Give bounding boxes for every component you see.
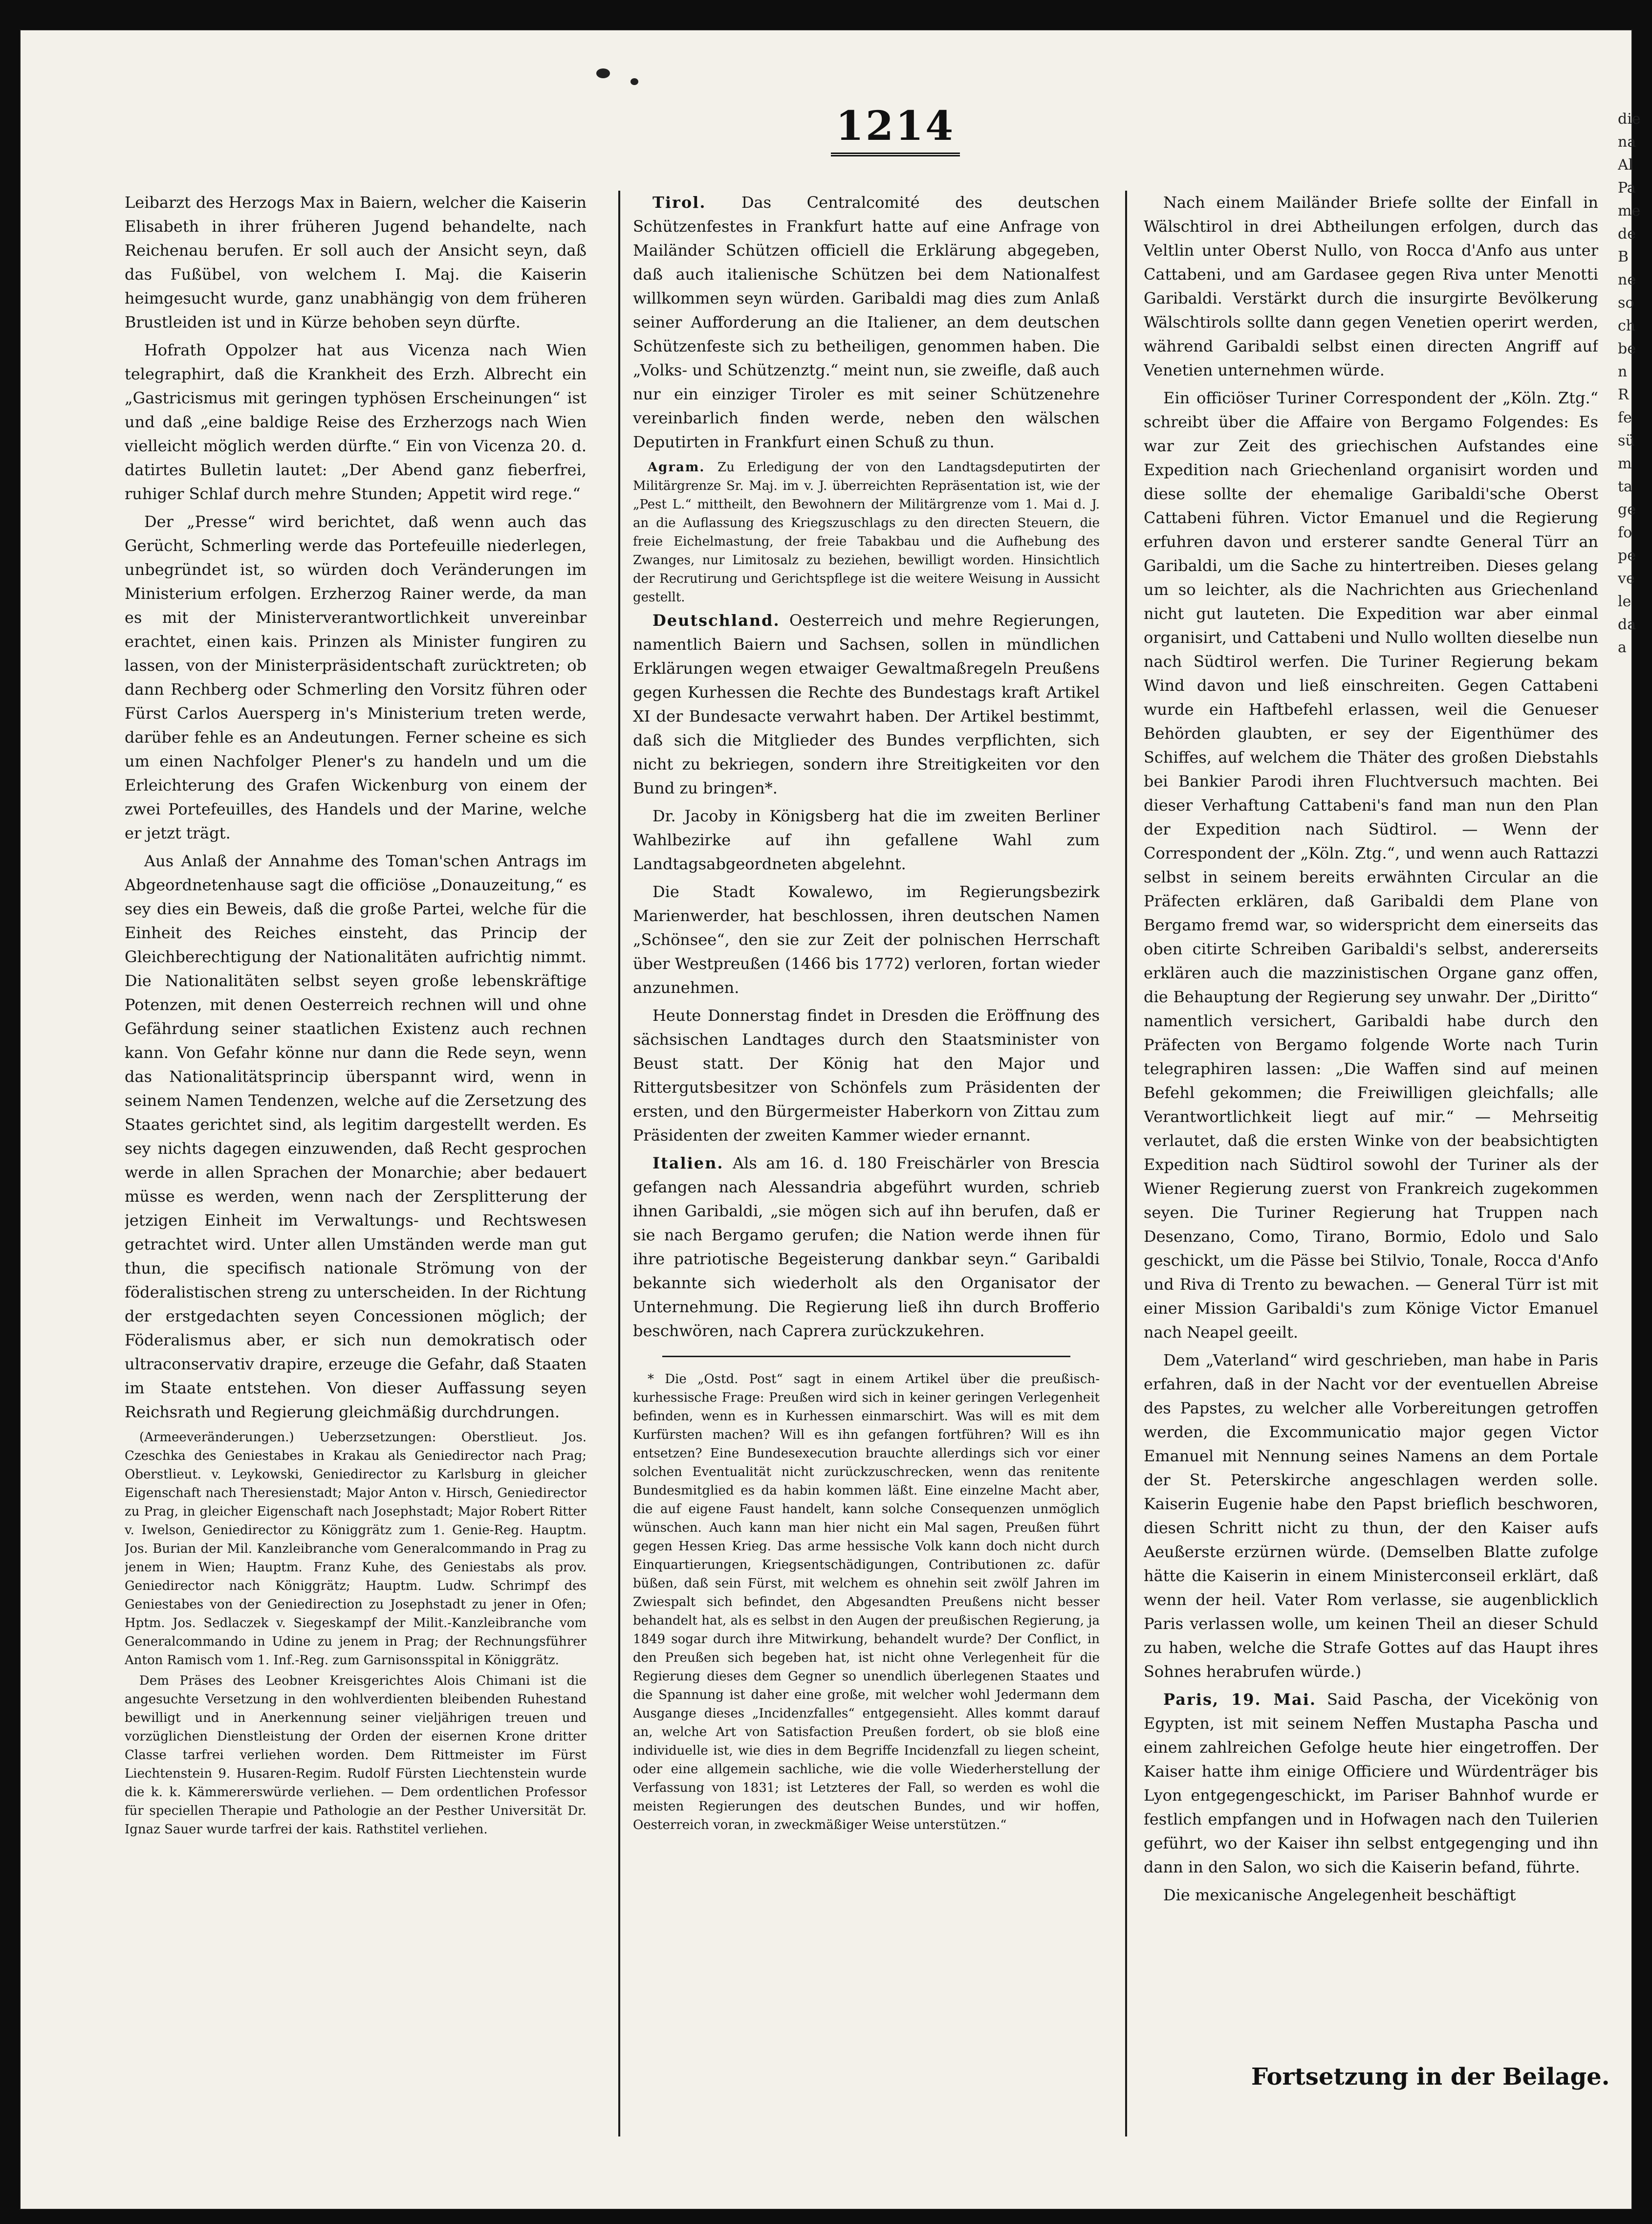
left-column bbox=[125, 191, 587, 2146]
article-paragraph: Heute Donnerstag findet in Dresden die Eröffnung des sächsischen Landtages durch den Staatsminister von Beust statt. Der König hat den Major und Rittergutsbesitzer von Schönfels zum Präsidenten der ersten, und den Bürgermeister Haberkorn von Zittau zum Präsidenten der zweiten Kammer wieder ernannt. bbox=[633, 1006, 1100, 1145]
edge-fragment: le bbox=[1618, 593, 1631, 610]
edge-fragment: a bbox=[1618, 639, 1627, 656]
article-paragraph: Ein officiöser Turiner Correspondent der „Köln. Ztg.“ schreibt über die Affaire von Bergamo Folgendes: Es war zur Zeit des griechischen Aufstandes eine Expedition nach Griechenland organisirt worden und diese sollte der ehemalige Garibaldi'sche Oberst Cattabeni führen. Victor Emanuel und die Regierung erfuhren davon und ersterer sandte General Türr an Garibaldi, um die Sache zu hintertreiben. Dieses gelang um so leichter, als die Nachrichten aus Griechenland nicht gut lauteten. Die Expedition war aber einmal organisirt, und Cattabeni und Nullo wollten dieselbe nun nach Südtirol werfen. Die Turiner Regierung bekam Wind davon und ließ einschreiten. Gegen Cattabeni wurde ein Haftbefehl erlassen, weil die Genueser Behörden glaubten, er sey der Eigenthümer des Schiffes, auf welchem die Thäter des großen Diebstahls bei Bankier Parodi ihren Fluchtversuch machten. Bei dieser Verhaftung Cattabeni's fand man nun den Plan der Expedition nach Südtirol. — Wenn der Correspondent der „Köln. Ztg.“, und wenn auch Rattazzi selbst in seinem bereits erwähnten Circular an die Präfecten erklären, daß Garibaldi dem Plane von Bergamo fremd war, so widerspricht dem einerseits das oben citirte Schreiben Garibaldi's selbst, andererseits erklären auch die mazzinistischen Organe ganz offen, die Behauptung der Regierung sey unwahr. Der „Diritto“ namentlich versichert, Garibaldi habe durch den Präfecten von Bergamo folgende Worte nach Turin telegraphiren lassen: „Die Waffen sind auf meinen Befehl gekommen; die Freiwilligen gleichfalls; alle Verantwortlichkeit liegt auf mir.“ — Mehrseitig verlautet, daß die ersten Winke von der beabsichtigten Expedition nach Südtirol sowohl der Turiner als der Wiener Regierung zuerst von Frankreich zugekommen seyen. Die Turiner Regierung hat Truppen nach Desenzano, Como, Tirano, Bormio, Edolo und Salo geschickt, um die Pässe bei Stilvio, Tonale, Rocca d'Anfo und Riva di Trento zu bewachen. — General Türr ist mit einer Mission Garibaldi's zum Könige Victor Emanuel nach Neapel geeilt. bbox=[1144, 389, 1598, 1342]
article-text: Das Centralcomité des deutschen Schützenfestes in Frankfurt hatte auf eine Anfrage von Mailänder Schützen officiell die Erklärung abgegeben, daß auch italienische Schützen bei dem Nationalfest willkommen seyn würden. Garibaldi mag dies zum Anlaß seiner Aufforderung an die Italiener, an dem deutschen Schützenfeste sich zu betheiligen, genommen haben. Die „Volks- und Schützenztg.“ meint nun, sie zweifle, daß auch nur ein einziger Tiroler es mit seiner Schützenehre vereinbarlich finden werde, neben den wälschen Deputirten in Frankfurt einen Schuß zu thun. bbox=[633, 193, 1100, 451]
notice-paragraph: (Armeeveränderungen.) Ueberzsetzungen: Oberstlieut. Jos. Czeschka des Geniestabes in Krakau als Geniedirector nach Prag; Oberstlieut. v. Leykowski, Geniedirector zu Karlsburg in gleicher Eigenschaft nach Theresienstadt; Major Anton v. Hirsch, Geniedirector zu Prag, in gleicher Eigenschaft nach Josephstadt; Major Robert Ritter v. Iwelson, Geniedirector zu Königgrätz zum 1. Genie-Reg. Hauptm. Jos. Burian der Mil. Kanzleibranche vom Generalcommando in Prag zu jenem in Wien; Hauptm. Franz Kuhe, des Geniestabs als prov. Geniedirector nach Königgrätz; Hauptm. Ludw. Schrimpf des Geniestabes von der Geniedirection zu Josephstadt zu jener in Ofen; Hptm. Jos. Sedlaczek v. Siegeskampf der Milit.-Kanzleibranche vom Generalcommando in Udine zu jenem in Prag; der Rechnungsführer Anton Ramisch vom 1. Inf.-Reg. zum Garnisonsspital in Königgrätz. bbox=[125, 1430, 587, 1668]
edge-fragment: n bbox=[1618, 363, 1628, 380]
edge-fragment: ve bbox=[1618, 570, 1635, 587]
edge-fragment: B bbox=[1618, 248, 1629, 265]
edge-fragment: R bbox=[1618, 386, 1629, 403]
article-text: Als am 16. d. 180 Freischärler von Brescia gefangen nach Alessandria abgeführt wurden, schrieb ihnen Garibaldi, „sie mögen sich auf ihn berufen, daß er sie nach Bergamo gerufen; die Nation werde ihnen für ihre patriotische Begeisterung dankbar seyn.“ Garibaldi bekannte sich wiederholt als den Organisator der Unternehmung. Die Regierung ließ ihn durch Brofferio beschwören, nach Caprera zurückzukehren. bbox=[633, 1154, 1100, 1340]
edge-fragment: Al bbox=[1618, 156, 1633, 174]
article-paragraph: Nach einem Mailänder Briefe sollte der Einfall in Wälschtirol in drei Abtheilungen erfolgen, durch das Veltlin unter Oberst Nullo, von Rocca d'Anfo aus unter Cattabeni, und am Gardasee gegen Riva unter Menotti Garibaldi. Verstärkt durch die insurgirte Bevölkerung Wälschtirols sollte dann gegen Venetien operirt werden, während Garibaldi selbst einen directen Angriff auf Venetien unternehmen würde. bbox=[1144, 193, 1598, 379]
edge-fragment: fo bbox=[1618, 524, 1632, 541]
column-rule-left bbox=[618, 191, 620, 2136]
notice-paragraph: Dem Präses des Leobner Kreisgerichtes Alois Chimani ist die angesuchte Versetzung in den wohlverdienten bleibenden Ruhestand bewilligt und in Anerkennung seiner vieljährigen treuen und vorzüglichen Dienstleistung der Orden der eisernen Krone dritter Classe tarfrei verliehen worden. Dem Rittmeister im Fürst Liechtenstein 9. Husaren-Regim. Rudolf Fürsten Liechtenstein wurde die k. k. Kämmererswürde verliehen. — Dem ordentlichen Professor für speciellen Therapie und Pathologie an der Pesther Universität Dr. Ignaz Sauer wurde tarfrei der kais. Rathstitel verliehen. bbox=[125, 1674, 587, 1837]
continuation-note: Fortsetzung in der Beilage. bbox=[1251, 2063, 1610, 2091]
footnote-text: * Die „Ostd. Post“ sagt in einem Artikel über die preußisch-kurhessische Frage: Preußen wird sich in keiner geringen Verlegenheit befinden, wenn es in Kurhessen einmarschirt. Was will es mit dem Kurfürsten machen? Will es ihn gefangen fortführen? Will es ihn entsetzen? Eine Bundesexecution brauchte allerdings sich vor einer solchen Eventualität nicht zurückzuschrecken, wenn das renitente Bundesmitglied es da habin kommen läßt. Eine einzelne Macht aber, die auf eigene Faust handelt, kann solche Consequenzen unmöglich wünschen. Auch kann man hier nicht ein Mal sagen, Preußen führt gegen Hessen Krieg. Das arme hessische Volk kann doch nicht durch Einquartierungen, Kriegsentschädigungen, Contributionen zc. dafür büßen, daß sein Fürst, mit welchem es ohnehin seit zwölf Jahren im Zwiespalt sich befindet, den Abgesandten Preußens nicht besser behandelt hat, als es selbst in den Augen der preußischen Regierung, ja 1849 sogar durch ihre Mitwirkung, behandelt wurde? Der Conflict, in den Preußen sich begeben hat, ist nicht ohne Verlegenheit für die Regierung dieses dem Gegner so unendlich überlegenen Staates und die Spannung ist daher eine große, mit welcher wohl Jedermann dem Ausgange dieses „Incidenzfalles“ entgegensieht. Alles kommt darauf an, welche Art von Satisfaction Preußen fordert, ob sie bloß eine individuelle ist, wie dies in dem Begriffe Incidenzfall zu liegen scheint, oder eine allgemein sachliche, wie die volle Wiederherstellung der Verfassung von 1831; ist Letzteres der Fall, so werden es wohl die meisten Regierungen des deutschen Bundes, und wir hoffen, Oesterreich voran, in zweckmäßiger Weise unterstützen.“ bbox=[633, 1372, 1100, 1832]
edge-fragment: ge bbox=[1618, 501, 1636, 518]
middle-column bbox=[633, 191, 1100, 2146]
edge-fragment: ch bbox=[1618, 317, 1636, 334]
edge-fragment: sü bbox=[1618, 432, 1635, 449]
edge-fragment: be bbox=[1618, 340, 1636, 357]
right-column bbox=[1144, 191, 1598, 2146]
section-heading: Tirol. bbox=[652, 193, 706, 212]
article-paragraph: Leibarzt des Herzogs Max in Baiern, welcher die Kaiserin Elisabeth in ihrer früheren Jugend behandelte, nach Reichenau berufen. Er soll auch der Ansicht seyn, daß das Fußübel, von welchem I. Maj. die Kaiserin heimgesucht wurde, ganz unabhängig von dem früheren Brustleiden ist und in Kürze behoben seyn dürfte. bbox=[125, 193, 587, 331]
section-heading: Deutschland. bbox=[652, 611, 780, 630]
edge-fragment: fe bbox=[1618, 409, 1632, 426]
page-number: 1214 bbox=[831, 103, 960, 156]
article-paragraph: Dr. Jacoby in Königsberg hat die im zweiten Berliner Wahlbezirke auf ihn gefallene Wahl zum Landtagsabgeordneten abgelehnt. bbox=[633, 807, 1100, 873]
footnote bbox=[633, 1370, 1100, 1834]
column-rule-right bbox=[1125, 191, 1127, 2136]
agram-notice bbox=[633, 458, 1100, 607]
article-text: Zu Erledigung der von den Landtagsdeputirten der Militärgrenze Sr. Maj. im v. J. überreichten Repräsentation ist, wie der „Pest L.“ mittheilt, den Bewohnern der Militärgrenze vom 1. Mai d. J. an die Auflassung des Kriegszuschlags zu den directen Steuern, die freie Eichelmastung, der freie Tabakbau und die Aufhebung des Zwanges, nur Limitosalz zu beziehen, bewilligt worden. Hinsichtlich der Recrutirung und Gerichtspflege ist die weitere Weisung in Aussicht gestellt. bbox=[633, 460, 1100, 605]
edge-fragment: ta bbox=[1618, 478, 1632, 495]
article-paragraph: Die Stadt Kowalewo, im Regierungsbezirk Marienwerder, hat beschlossen, ihren deutschen Namen „Schönsee“, den sie zur Zeit der polnischen Herrschaft über Westpreußen (1466 bis 1772) verloren, fortan wieder anzunehmen. bbox=[633, 882, 1100, 997]
newspaper-page bbox=[20, 29, 1641, 2210]
edge-fragment: de bbox=[1618, 225, 1636, 242]
appointments-notice bbox=[125, 1428, 587, 1839]
footnote-divider bbox=[662, 1356, 1070, 1357]
ink-speck bbox=[596, 68, 610, 78]
edge-fragment: ne bbox=[1618, 271, 1636, 288]
section-heading: Agram. bbox=[648, 460, 705, 475]
article-paragraph: Aus Anlaß der Annahme des Toman'schen Antrags im Abgeordnetenhause sagt die officiöse „Donauzeitung,“ es sey dies ein Beweis, daß die große Partei, welche für die Einheit des Reiches einsteht, das Princip der Gleichberechtigung der Nationalitäten aufrichtig nimmt. Die Nationalitäten selbst seyen große lebenskräftige Potenzen, mit denen Oesterreich rechnen will und ohne Gefährdung seiner staatlichen Existenz auch rechnen kann. Von Gefahr könne nur dann die Rede seyn, wenn das Nationalitätsprincip überspannt wird, wenn in seinem Namen Tendenzen, welche auf die Zersetzung des Staates gerichtet sind, als legitim dargestellt werden. Es sey nichts dagegen einzuwenden, daß Recht gesprochen werde in allen Sprachen der Monarchie; aber bedauert müsse es werden, wenn nach der Zersplitterung der jetzigen Einheit im Verwaltungs- und Rechtswesen getrachtet wird. Unter allen Umständen werde man gut thun, die specifisch nationale Strömung von der föderalistischen streng zu unterscheiden. In der Richtung der erstgedachten seyen Concessionen möglich; der Föderalismus aber, er sich nun demokratisch oder ultraconservativ drapire, erzeuge die Gefahr, daß Staaten im Staate entstehen. Von dieser Auffassung seyen Reichsrath und Regierung gleichmäßig durchdrungen. bbox=[125, 852, 587, 1421]
adjacent-page-edge bbox=[1618, 108, 1652, 816]
edge-fragment: so bbox=[1618, 294, 1634, 311]
edge-fragment: da bbox=[1618, 616, 1636, 633]
edge-fragment: m bbox=[1618, 455, 1632, 472]
article-paragraph: Die mexicanische Angelegenheit beschäftigt bbox=[1163, 1886, 1516, 1904]
edge-fragment: na bbox=[1618, 133, 1636, 151]
section-heading: Paris, 19. Mai. bbox=[1163, 1690, 1317, 1709]
article-text: Oesterreich und mehre Regierungen, namentlich Baiern und Sachsen, sollen in mündlichen Erklärungen wegen etwaiger Gewaltmaßregeln Preußens gegen Kurhessen die Rechte des Bundestags kraft Artikel XI der Bundesacte verwahrt haben. Der Artikel bestimmt, daß sich die Mitglieder des Bundes verpflichten, sich nicht zu bekriegen, sondern ihre Streitigkeiten vor den Bund zu bringen*. bbox=[633, 611, 1100, 797]
ink-speck bbox=[630, 78, 638, 85]
edge-fragment: me bbox=[1618, 202, 1641, 220]
edge-fragment: Pa bbox=[1618, 179, 1636, 197]
section-heading: Italien. bbox=[652, 1154, 724, 1172]
edge-fragment: pe bbox=[1618, 547, 1636, 564]
article-paragraph: Hofrath Oppolzer hat aus Vicenza nach Wien telegraphirt, daß die Krankheit des Erzh. Albrecht ein „Gastricismus mit geringen typhösen Erscheinungen“ ist und daß „eine baldige Reise des Erzherzogs nach Wien vielleicht möglich werden dürfte.“ Ein von Vicenza 20. d. datirtes Bulletin lautet: „Der Abend ganz fieberfrei, ruhiger Schlaf durch mehre Stunden; Appetit wird rege.“ bbox=[125, 341, 587, 503]
article-text: Said Pascha, der Vicekönig von Egypten, ist mit seinem Neffen Mustapha Pascha und einem zahlreichen Gefolge heute hier eingetroffen. Der Kaiser hatte ihm einige Officiere und Würdenträger bis Lyon entgegengeschickt, im Pariser Bahnhof wurde er festlich empfangen und in Hofwagen nach den Tuilerien geführt, wo der Kaiser ihn selbst entgegenging und ihn dann in den Salon, wo sich die Kaiserin befand, führte. bbox=[1144, 1690, 1598, 1876]
article-paragraph: Dem „Vaterland“ wird geschrieben, man habe in Paris erfahren, daß in der Nacht vor der eventuellen Abreise des Papstes, zu welcher alle Vorbereitungen getroffen werden, die Excommunicatio major gegen Victor Emanuel mit Nennung seines Namens an dem Portale der St. Peterskirche angeschlagen werden solle. Kaiserin Eugenie habe den Papst brieflich beschworen, diesen Schritt nicht zu thun, der den Kaiser aufs Aeußerste erzürnen würde. (Demselben Blatte zufolge hätte die Kaiserin in einem Ministerconseil erklärt, daß wenn der heil. Vater Rom verlasse, sie augenblicklich Paris verlassen wolle, um keinen Theil an dieser Schuld zu haben, welche die Strafe Gottes auf das Haupt ihres Sohnes herabrufen würde.) bbox=[1144, 1351, 1598, 1681]
article-paragraph: Der „Presse“ wird berichtet, daß wenn auch das Gerücht, Schmerling werde das Portefeuille niederlegen, unbegründet ist, so würden doch Veränderungen im Ministerium erfolgen. Erzherzog Rainer werde, da man es mit der Ministerverantwortlichkeit unvereinbar erachtet, einen kais. Prinzen als Minister fungiren zu lassen, von der Ministerpräsidentschaft zurücktreten; ob dann Rechberg oder Schmerling den Vorsitz führen oder Fürst Carlos Auersperg in's Ministerium treten werde, darüber fehle es an Andeutungen. Ferner scheine es sich um einen Nachfolger Plener's zu handeln und um die Erleichterung des Grafen Wickenburg von einem der zwei Portefeuilles, des Handels und der Marine, welche er jetzt trägt. bbox=[125, 512, 587, 842]
edge-fragment: die bbox=[1618, 110, 1641, 128]
